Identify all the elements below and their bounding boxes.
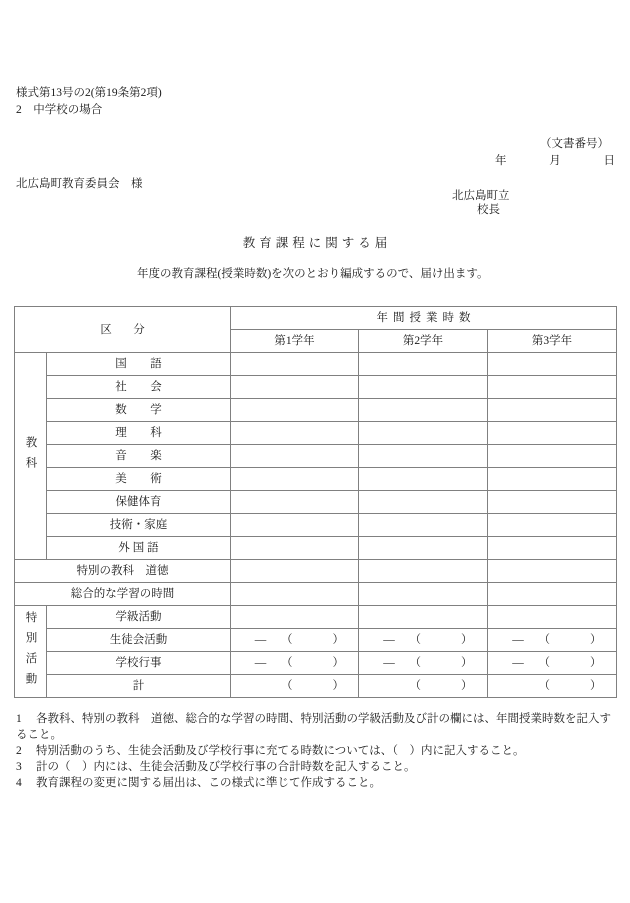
table-row bbox=[15, 652, 617, 675]
issuer-block bbox=[452, 189, 510, 218]
row-label-health-pe: 保健体育 bbox=[47, 491, 231, 514]
document-number-label: （文書番号） bbox=[540, 138, 609, 150]
cell-health-pe-g2[interactable] bbox=[359, 491, 488, 514]
paren-close: ） bbox=[590, 680, 602, 692]
form-subtitle: 2 中学校の場合 bbox=[16, 104, 103, 116]
paren-open: （ bbox=[281, 657, 293, 669]
cell-student-council-g1[interactable] bbox=[231, 629, 359, 652]
cell-student-council-g2[interactable] bbox=[359, 629, 488, 652]
row-label-student-council: 生徒会活動 bbox=[47, 629, 231, 652]
cell-integrated-study-g1[interactable] bbox=[231, 583, 359, 606]
cell-student-council-g3[interactable] bbox=[488, 629, 617, 652]
table-row bbox=[15, 376, 617, 399]
note-item bbox=[16, 759, 616, 775]
table-row bbox=[15, 537, 617, 560]
dash-mark: — bbox=[512, 657, 524, 669]
cell-total-g3[interactable] bbox=[488, 675, 617, 698]
paren-close: ） bbox=[461, 634, 473, 646]
paren-open: （ bbox=[409, 657, 421, 669]
date-line bbox=[495, 152, 615, 168]
form-number: 様式第13号の2(第19条第2項) bbox=[16, 87, 162, 99]
paren-close: ） bbox=[461, 657, 473, 669]
dash-paren-group bbox=[488, 652, 616, 674]
header-grade-2: 第2学年 bbox=[359, 330, 488, 353]
table-row bbox=[15, 606, 617, 629]
header-grade-3: 第3学年 bbox=[488, 330, 617, 353]
group-label-special-activities bbox=[15, 606, 47, 698]
cell-health-pe-g1[interactable] bbox=[231, 491, 359, 514]
cell-music-g1[interactable] bbox=[231, 445, 359, 468]
paren-open: （ bbox=[538, 634, 550, 646]
cell-technology-home-ec-g1[interactable] bbox=[231, 514, 359, 537]
cell-total-g2[interactable] bbox=[359, 675, 488, 698]
table-row bbox=[15, 491, 617, 514]
dash-mark: — bbox=[512, 634, 524, 646]
row-label-social-studies: 社 会 bbox=[47, 376, 231, 399]
note-text: 教育課程の変更に関する届出は、この様式に準じて作成すること。 bbox=[36, 777, 381, 789]
note-text: 各教科、特別の教科 道徳、総合的な学習の時間、特別活動の学級活動及び計の欄には、年間授業時数を記入すること。 bbox=[16, 713, 611, 741]
cell-school-events-g3[interactable] bbox=[488, 652, 617, 675]
cell-foreign-language-g1[interactable] bbox=[231, 537, 359, 560]
cell-moral-education-g3[interactable] bbox=[488, 560, 617, 583]
paren-close: ） bbox=[590, 634, 602, 646]
cell-class-activities-g3[interactable] bbox=[488, 606, 617, 629]
table-row bbox=[15, 560, 617, 583]
note-item bbox=[16, 775, 616, 791]
note-item bbox=[16, 711, 616, 743]
cell-science-g2[interactable] bbox=[359, 422, 488, 445]
intro-sentence: 年度の教育課程(授業時数)を次のとおり編成するので、届け出ます。 bbox=[137, 268, 489, 280]
cell-social-studies-g1[interactable] bbox=[231, 376, 359, 399]
paren-group bbox=[231, 675, 358, 697]
group-label-special-activities-text: 特別活動 bbox=[24, 610, 37, 693]
cell-music-g3[interactable] bbox=[488, 445, 617, 468]
paren-open: （ bbox=[409, 680, 421, 692]
table-row bbox=[15, 583, 617, 606]
paren-open: （ bbox=[538, 657, 550, 669]
row-label-mathematics: 数 学 bbox=[47, 399, 231, 422]
cell-fine-arts-g2[interactable] bbox=[359, 468, 488, 491]
cell-mathematics-g3[interactable] bbox=[488, 399, 617, 422]
table-row bbox=[15, 353, 617, 376]
table-row bbox=[15, 445, 617, 468]
row-label-japanese: 国 語 bbox=[47, 353, 231, 376]
note-number: 2 bbox=[16, 745, 22, 757]
cell-science-g3[interactable] bbox=[488, 422, 617, 445]
issuer-title: 校長 bbox=[477, 204, 500, 217]
row-label-moral-education: 特別の教科 道徳 bbox=[15, 560, 231, 583]
cell-integrated-study-g2[interactable] bbox=[359, 583, 488, 606]
date-month-label: 月 bbox=[549, 155, 561, 167]
row-label-science: 理 科 bbox=[47, 422, 231, 445]
dash-paren-group bbox=[359, 629, 487, 651]
row-label-total: 計 bbox=[47, 675, 231, 698]
cell-moral-education-g1[interactable] bbox=[231, 560, 359, 583]
cell-mathematics-g1[interactable] bbox=[231, 399, 359, 422]
cell-social-studies-g3[interactable] bbox=[488, 376, 617, 399]
dash-mark: — bbox=[383, 634, 395, 646]
page-title: 教育課程に関する届 bbox=[242, 236, 392, 250]
paren-close: ） bbox=[461, 680, 473, 692]
dash-paren-group bbox=[231, 652, 358, 674]
header-kubun: 区 分 bbox=[15, 307, 231, 353]
cell-fine-arts-g1[interactable] bbox=[231, 468, 359, 491]
header-grade-1: 第1学年 bbox=[231, 330, 359, 353]
cell-total-g1[interactable] bbox=[231, 675, 359, 698]
dash-mark: — bbox=[254, 634, 267, 646]
cell-music-g2[interactable] bbox=[359, 445, 488, 468]
paren-open: （ bbox=[281, 680, 293, 692]
cell-japanese-g2[interactable] bbox=[359, 353, 488, 376]
cell-social-studies-g2[interactable] bbox=[359, 376, 488, 399]
cell-technology-home-ec-g3[interactable] bbox=[488, 514, 617, 537]
paren-close: ） bbox=[332, 680, 344, 692]
dash-mark: — bbox=[254, 657, 267, 669]
addressee: 北広島町教育委員会 様 bbox=[16, 178, 143, 190]
cell-integrated-study-g3[interactable] bbox=[488, 583, 617, 606]
issuer-organization: 北広島町立 bbox=[452, 190, 510, 202]
paren-open: （ bbox=[281, 634, 293, 646]
dash-paren-group bbox=[488, 629, 616, 651]
cell-health-pe-g3[interactable] bbox=[488, 491, 617, 514]
cell-class-activities-g1[interactable] bbox=[231, 606, 359, 629]
table-row bbox=[15, 399, 617, 422]
cell-foreign-language-g3[interactable] bbox=[488, 537, 617, 560]
paren-open: （ bbox=[538, 680, 550, 692]
header-annual-hours: 年間授業時数 bbox=[231, 307, 617, 330]
note-text: 特別活動のうち、生徒会活動及び学校行事に充てる時数については、（ ）内に記入すること。 bbox=[36, 745, 525, 757]
row-label-class-activities: 学級活動 bbox=[47, 606, 231, 629]
cell-school-events-g2[interactable] bbox=[359, 652, 488, 675]
cell-science-g1[interactable] bbox=[231, 422, 359, 445]
dash-paren-group bbox=[231, 629, 358, 651]
curriculum-hours-table bbox=[14, 306, 617, 698]
table-row bbox=[15, 468, 617, 491]
group-label-subjects-text: 教科 bbox=[24, 435, 37, 477]
table-header-row-1 bbox=[15, 307, 617, 330]
row-label-technology-home-ec: 技術・家庭 bbox=[47, 514, 231, 537]
table-row bbox=[15, 514, 617, 537]
cell-fine-arts-g3[interactable] bbox=[488, 468, 617, 491]
group-label-subjects bbox=[15, 353, 47, 560]
paren-group bbox=[488, 675, 616, 697]
date-year-label: 年 bbox=[495, 155, 507, 167]
table-row bbox=[15, 629, 617, 652]
cell-japanese-g1[interactable] bbox=[231, 353, 359, 376]
paren-group bbox=[359, 675, 487, 697]
row-label-integrated-study: 総合的な学習の時間 bbox=[15, 583, 231, 606]
date-day-label: 日 bbox=[603, 155, 615, 167]
row-label-fine-arts: 美 術 bbox=[47, 468, 231, 491]
note-number: 3 bbox=[16, 761, 22, 773]
cell-class-activities-g2[interactable] bbox=[359, 606, 488, 629]
row-label-music: 音 楽 bbox=[47, 445, 231, 468]
paren-close: ） bbox=[332, 657, 344, 669]
cell-mathematics-g2[interactable] bbox=[359, 399, 488, 422]
row-label-school-events: 学校行事 bbox=[47, 652, 231, 675]
cell-foreign-language-g2[interactable] bbox=[359, 537, 488, 560]
row-label-foreign-language: 外 国 語 bbox=[47, 537, 231, 560]
note-number: 1 bbox=[16, 713, 22, 725]
paren-close: ） bbox=[590, 657, 602, 669]
cell-technology-home-ec-g2[interactable] bbox=[359, 514, 488, 537]
table-row bbox=[15, 422, 617, 445]
dash-paren-group bbox=[359, 652, 487, 674]
paren-open: （ bbox=[409, 634, 421, 646]
dash-mark: — bbox=[383, 657, 395, 669]
cell-moral-education-g2[interactable] bbox=[359, 560, 488, 583]
notes-section bbox=[16, 711, 616, 791]
note-text: 計の（ ）内には、生徒会活動及び学校行事の合計時数を記入すること。 bbox=[36, 761, 416, 773]
cell-school-events-g1[interactable] bbox=[231, 652, 359, 675]
note-number: 4 bbox=[16, 777, 22, 789]
paren-close: ） bbox=[332, 634, 344, 646]
table-row bbox=[15, 675, 617, 698]
note-item bbox=[16, 743, 616, 759]
cell-japanese-g3[interactable] bbox=[488, 353, 617, 376]
